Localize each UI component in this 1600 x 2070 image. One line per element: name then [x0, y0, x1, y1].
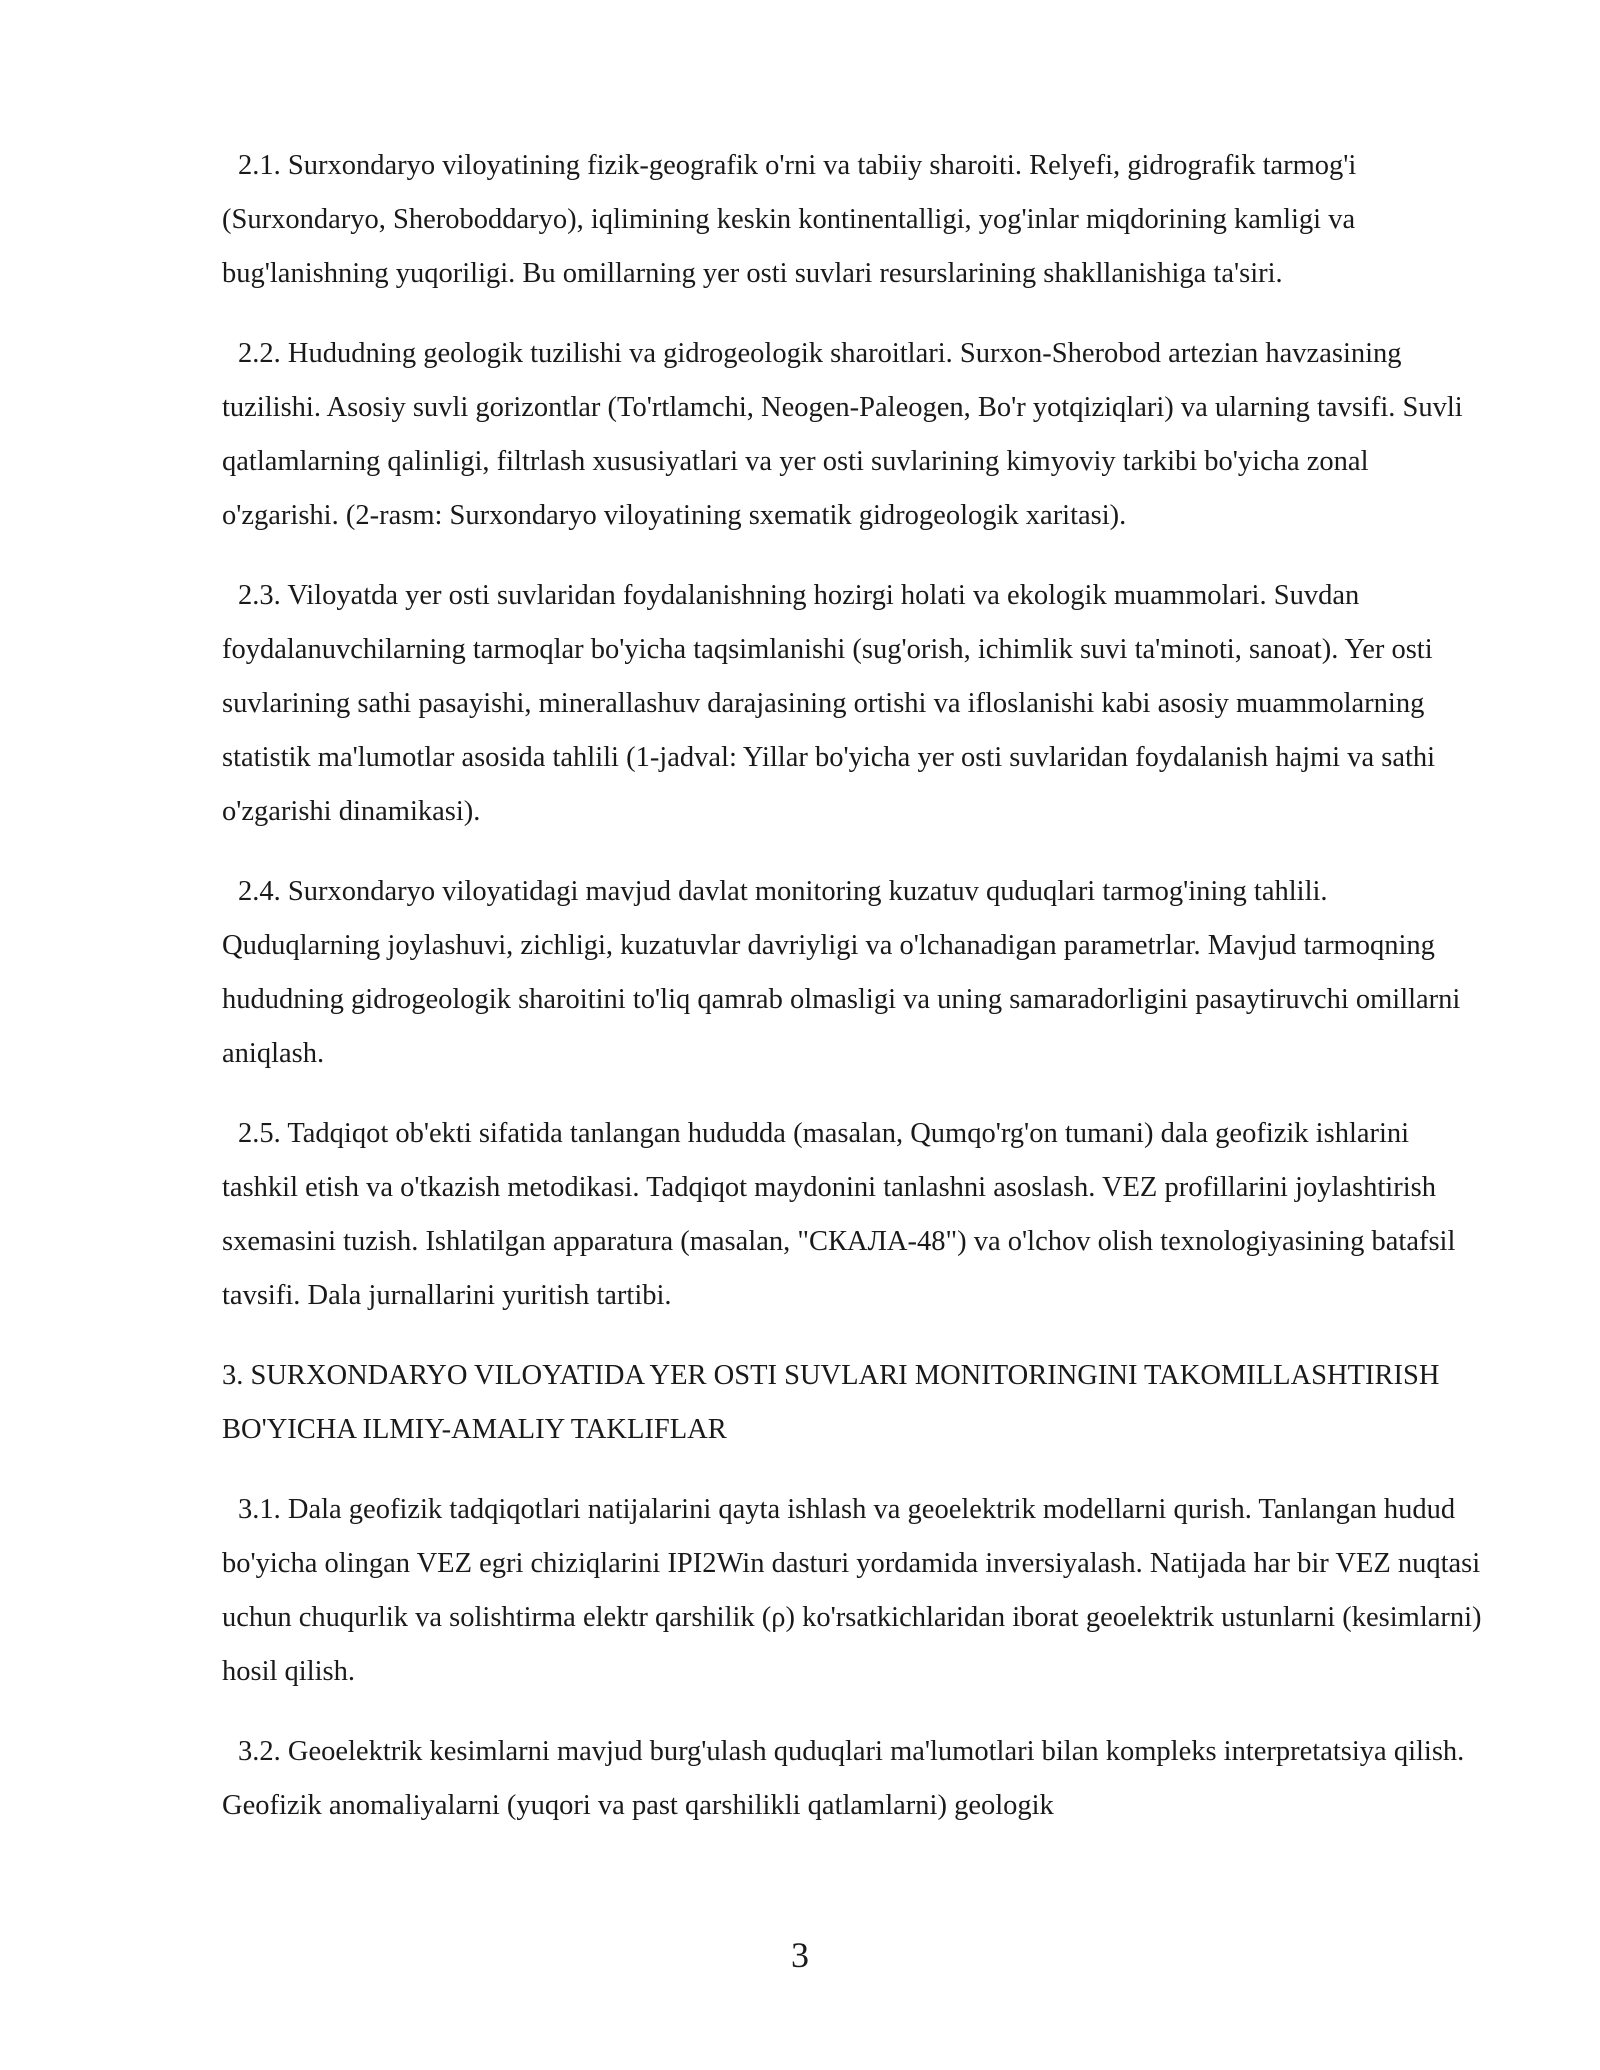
paragraph-2-3: 2.3. Viloyatda yer osti suvlaridan foydalanishning hozirgi holati va ekologik muammolari. Suvdan foydalanuvchilarning tarmoqlar bo'yicha taqsimlanishi (sug'orish, ichimlik suvi ta'minoti, sanoat). Yer osti suvlarining sathi pasayishi, minerallashuv darajasining ortishi va ifloslanishi kabi asosiy muammolarning statistik ma'lumotlar asosida tahlili (1-jadval: Yillar bo'yicha yer osti suvlaridan foydalanish hajmi va sathi o'zgarishi dinamikasi).: [222, 580, 1436, 827]
section-3-heading: 3. SURXONDARYO VILOYATIDA YER OSTI SUVLARI MONITORINGINI TAKOMILLASHTIRISH BO'YICHA ILMIY-AMALIY TAKLIFLAR: [222, 1360, 1440, 1445]
paragraph-3-1: 3.1. Dala geofizik tadqiqotlari natijalarini qayta ishlash va geoelektrik modellarni qurish. Tanlangan hudud bo'yicha olingan VEZ egri chiziqlarini IPI2Win dasturi yordamida inversiyalash. Natijada har bir VEZ nuqtasi uchun chuqurlik va solishtirma elektr qarshilik (ρ) ko'rsatkichlaridan iborat geoelektrik ustunlarni (kesimlarni) hosil qilish.: [222, 1494, 1482, 1687]
paragraph-2-1: 2.1. Surxondaryo viloyatining fizik-geografik o'rni va tabiiy sharoiti. Relyefi, gidrografik tarmog'i (Surxondaryo, Sheroboddaryo), iqlimining keskin kontinentalligi, yog'inlar miqdorining kamligi va bug'lanishning yuqoriligi. Bu omillarning yer osti suvlari resurslarining shakllanishiga ta'siri.: [222, 150, 1357, 289]
paragraph-2-5: 2.5. Tadqiqot ob'ekti sifatida tanlangan hududda (masalan, Qumqo'rg'on tumani) dala geofizik ishlarini tashkil etish va o'tkazish metodikasi. Tadqiqot maydonini tanlashni asoslash. VEZ profillarini joylashtirish sxemasini tuzish. Ishlatilgan apparatura (masalan, "СКАЛА-48") va o'lchov olish texnologiyasining batafsil tavsifi. Dala jurnallarini yuritish tartibi.: [222, 1118, 1456, 1311]
page-content: [222, 139, 1484, 1859]
paragraph-2-2: 2.2. Hududning geologik tuzilishi va gidrogeologik sharoitlari. Surxon-Sherobod artezian havzasining tuzilishi. Asosiy suvli gorizontlar (To'rtlamchi, Neogen-Paleogen, Bo'r yotqiziqlari) va ularning tavsifi. Suvli qatlamlarning qalinligi, filtrlash xususiyatlari va yer osti suvlarining kimyoviy tarkibi bo'yicha zonal o'zgarishi. (2-rasm: Surxondaryo viloyatining sxematik gidrogeologik xaritasi).: [222, 338, 1463, 531]
page-number: 3: [791, 1935, 809, 1975]
paragraph-3-2: 3.2. Geoelektrik kesimlarni mavjud burg'ulash quduqlari ma'lumotlari bilan kompleks interpretatsiya qilish. Geofizik anomaliyalarni (yuqori va past qarshilikli qatlamlarni) geologik: [222, 1736, 1465, 1821]
paragraph-2-4: 2.4. Surxondaryo viloyatidagi mavjud davlat monitoring kuzatuv quduqlari tarmog'ining tahlili. Quduqlarning joylashuvi, zichligi, kuzatuvlar davriyligi va o'lchanadigan parametrlar. Mavjud tarmoqning hududning gidrogeologik sharoitini to'liq qamrab olmasligi va uning samaradorligini pasaytiruvchi omillarni aniqlash.: [222, 876, 1461, 1069]
